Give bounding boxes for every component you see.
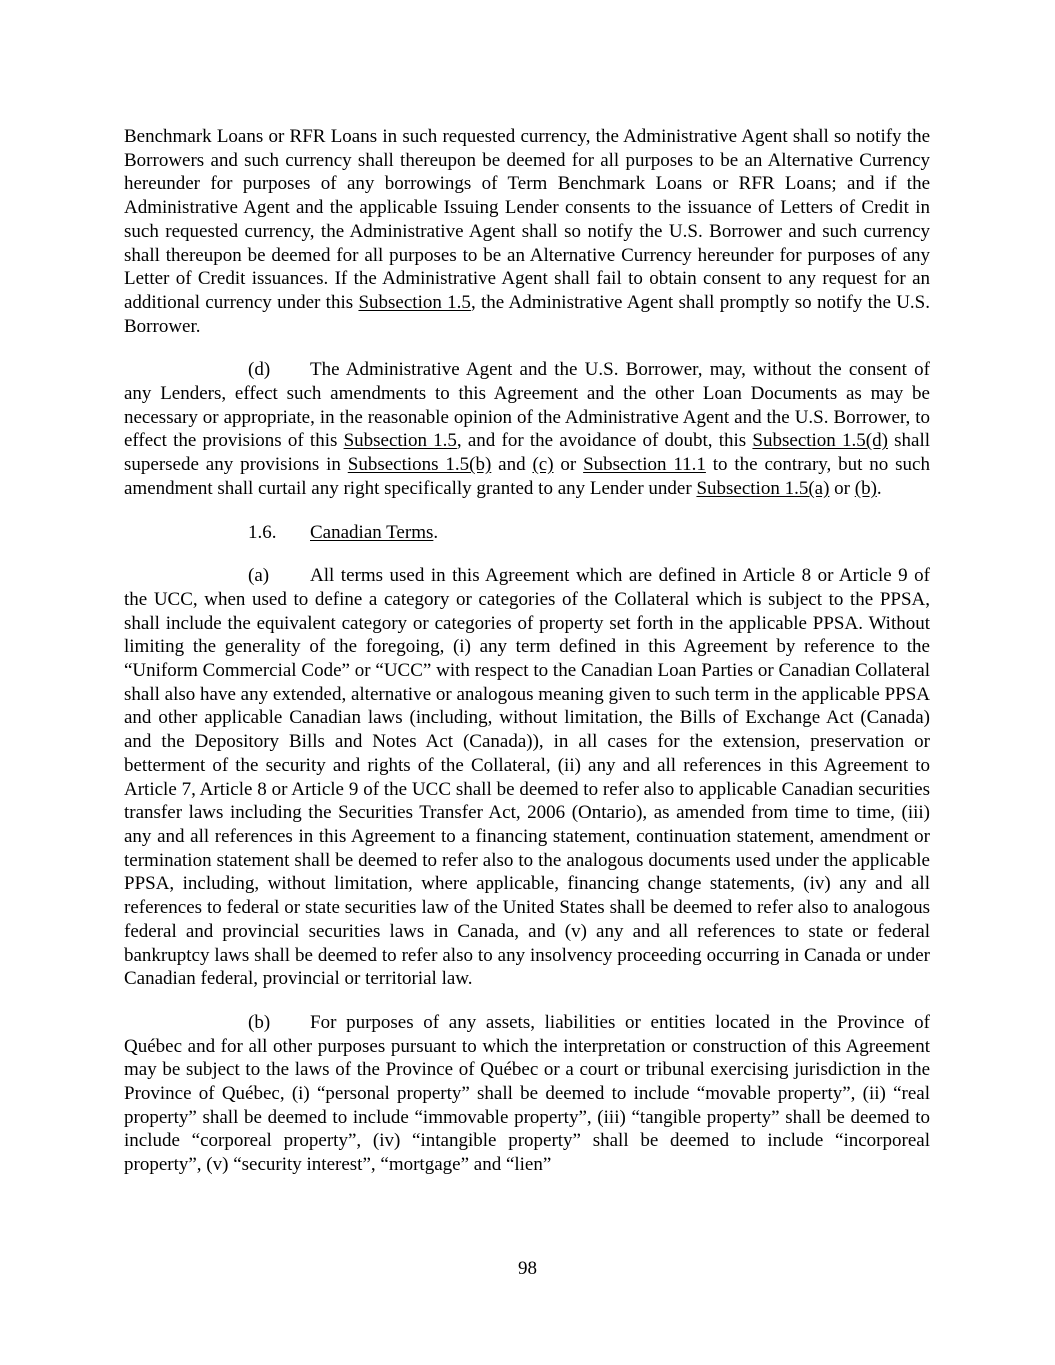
paragraph-b xyxy=(124,1011,930,1177)
text-run: . xyxy=(876,477,882,499)
document-page xyxy=(124,125,930,1177)
text-run: The Administrative Agent and the U.S. Borrower, may, without the consent of any Lenders, effect such amendments to this Agreement and the other Loan Documents as may be necessary or appropriate, in the reasonable opinion of the Administrative Agent and the U.S. Borrower, to effect the provisions of this xyxy=(124,359,930,452)
section-title: Canadian Terms xyxy=(310,521,434,543)
section-title-suffix: . xyxy=(433,521,439,543)
cross-reference: Subsection 11.1 xyxy=(583,454,706,476)
paragraph-text: For purposes of any assets, liabilities or entities located in the Province of Québec and for all other purposes pursuant to which the interpretation or construction of this Agreement may be subject to the laws of the Province of Québec or a court or tribunal exercising jurisdiction in the Province of Québec, (i) “personal property” shall be deemed to include “movable property”, (ii) “real property” shall be deemed to include “immovable property”, (iii) “tangible property” shall be deemed to include “corporeal property”, (iv) “intangible property” shall be deemed to include “incorporeal property”, (v) “security interest”, “mortgage” and “lien” xyxy=(124,1011,930,1176)
text-run: , and for the avoidance of doubt, this xyxy=(456,430,753,452)
cross-reference: Subsection 1.5 xyxy=(343,430,457,452)
text-run: or xyxy=(553,454,584,476)
paragraph-a xyxy=(124,564,930,991)
cross-reference: Subsections 1.5(b) xyxy=(347,454,492,476)
page-number: 98 xyxy=(518,1258,537,1279)
cross-reference: (c) xyxy=(532,454,554,476)
paragraph-marker: (a) xyxy=(248,565,270,587)
section-heading xyxy=(124,521,930,545)
cross-reference: Subsection 1.5 xyxy=(358,291,471,313)
text-run: Benchmark Loans or RFR Loans in such requested currency, the Administrative Agent shall so notify the Borrowers and such currency shall thereupon be deemed for all purposes to be an Alternative Currency hereunder for purposes of any borrowings of Term Benchmark Loans or RFR Loans; and if the Administrative Agent and the applicable Issuing Lender consents to the issuance of Letters of Credit in such requested currency, the Administrative Agent shall so notify the U.S. Borrower and such currency shall thereupon be deemed for all purposes to be an Alternative Currency hereunder for purposes of any Letter of Credit issuances. If the Administrative Agent shall fail to obtain consent to any request for an additional currency under this xyxy=(124,126,930,313)
cross-reference: Subsection 1.5(a) xyxy=(696,477,830,499)
text-run: or xyxy=(829,477,855,499)
paragraph-marker: (b) xyxy=(248,1011,271,1033)
text-run: and xyxy=(491,454,533,476)
text-run: shall supersede any provisions in xyxy=(124,430,931,476)
cross-reference: Subsection 1.5(d) xyxy=(752,430,888,452)
paragraph-c-continuation xyxy=(124,125,930,338)
text-run: , the Administrative Agent shall promptly so notify the U.S. Borrower. xyxy=(124,291,930,337)
cross-reference: (b) xyxy=(854,477,877,499)
paragraph-d xyxy=(124,358,930,500)
paragraph-text: All terms used in this Agreement which are defined in Article 8 or Article 9 of the UCC, when used to define a category or categories of the Collateral which is subject to the PPSA, shall include the equivalent category or categories of property set forth in the applicable PPSA. Without limiting the generality of the foregoing, (i) any term defined in this Agreement by reference to the “Uniform Commercial Code” or “UCC” with respect to the Canadian Loan Parties or Canadian Collateral shall also have any extended, alternative or analogous meaning given to such term in the applicable PPSA and other applicable Canadian laws (including, without limitation, the Bills of Exchange Act (Canada) and the Depository Bills and Notes Act (Canada)), in all cases for the extension, preservation or betterment of the security and rights of the Collateral, (ii) any and all references in this Agreement to Article 7, Article 8 or Article 9 of the UCC shall be deemed to refer also to applicable Canadian securities transfer laws including the Securities Transfer Act, 2006 (Ontario), as amended from time to time, (iii) any and all references in this Agreement to a financing statement, continuation statement, amendment or termination statement shall be deemed to refer also to the analogous documents used under the applicable PPSA, including, without limitation, where applicable, financing change statements, (iv) any and all references to federal or state securities law of the United States shall be deemed to refer also to analogous federal and provincial securities laws in Canada, and (v) any and all references to state or federal bankruptcy laws shall be deemed to refer also to any insolvency proceeding occurring in Canada or under Canadian federal, provincial or territorial law. xyxy=(124,565,930,990)
text-run: to the contrary, but no such amendment shall curtail any right specifically granted to any Lender under xyxy=(124,454,930,499)
section-number: 1.6. xyxy=(248,521,277,543)
paragraph-marker: (d) xyxy=(248,359,271,381)
